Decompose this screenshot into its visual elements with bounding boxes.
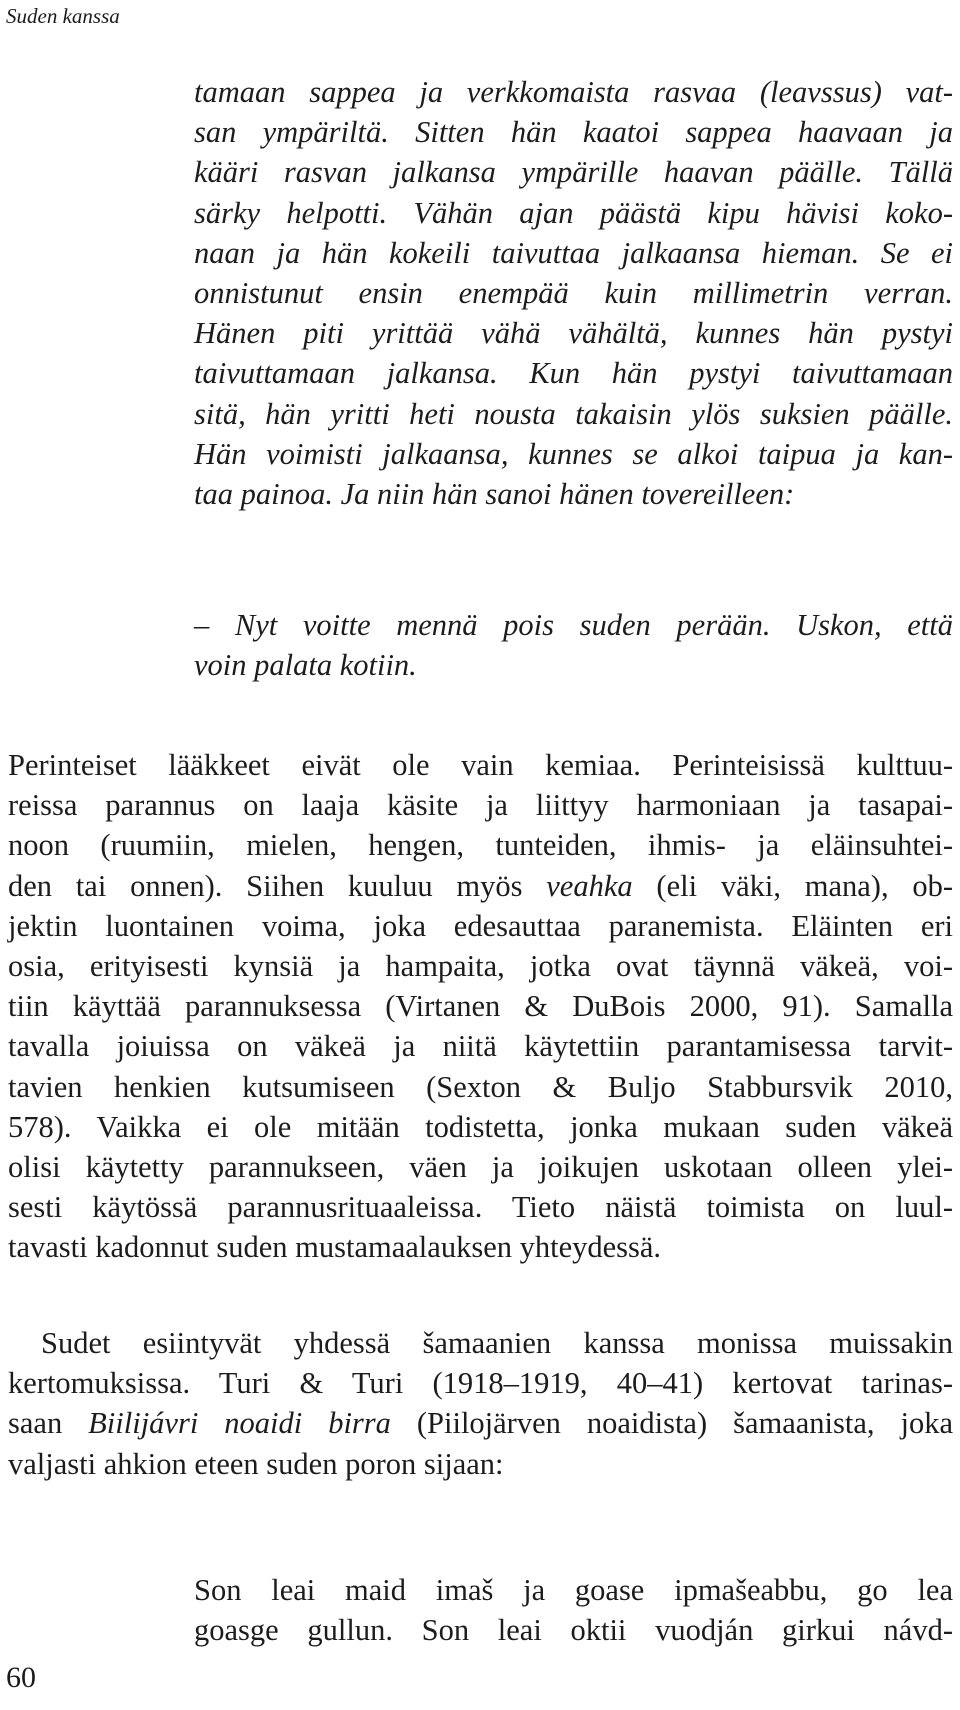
running-header: Suden kanssa [6, 4, 120, 28]
quote-line: taa painoa. Ja niin hän sanoi hänen tovereilleen: [194, 477, 795, 512]
paragraph-line: 578). Vaikka ei ole mitään todistetta, jonka mukaan suden väkeä [8, 1109, 953, 1144]
quote-line: kääri rasvan jalkansa ympärille haavan päälle. Tällä [194, 155, 953, 190]
paragraph-line [8, 866, 953, 906]
quote-line: naan ja hän kokeili taivuttaa jalkaansa hieman. Se ei [194, 235, 953, 270]
body-paragraph-2 [8, 1323, 953, 1484]
paragraph-line: tavien henkien kutsumiseen (Sexton & Buljo Stabbursvik 2010, [8, 1069, 953, 1104]
paragraph-line: noon (ruumiin, mielen, hengen, tunteiden, ihmis- ja eläinsuhtei- [8, 828, 953, 863]
dialogue-line: voin palata kotiin. [194, 648, 417, 683]
paragraph-line: sesti käytössä parannusrituaaleissa. Tieto näistä toimista on luul- [8, 1190, 953, 1225]
quote-line: särky helpotti. Vähän ajan päästä kipu hävisi koko- [194, 195, 953, 230]
page-number: 60 [6, 1661, 36, 1694]
paragraph-line: Perinteiset lääkkeet eivät ole vain kemiaa. Perinteisissä kulttuu- [8, 748, 953, 782]
quote-line: Hänen piti yrittää vähä vähältä, kunnes hän pystyi [194, 316, 953, 351]
sami-quote-block [194, 1570, 953, 1650]
quote-line: onnistunut ensin enempää kuin millimetrin verran. [194, 276, 953, 311]
paragraph-line: reissa parannus on laaja käsite ja liittyy harmoniaan ja tasapai- [8, 788, 953, 823]
line-text: (eli väki, mana), ob- [656, 868, 954, 903]
line-text: (Piilojärven noaidista) šamaanista, joka [416, 1406, 953, 1441]
sami-quote-line: Son leai maid imaš ja goase ipmašeabbu, go lea [194, 1573, 953, 1607]
paragraph-line: osia, erityisesti kynsiä ja hampaita, jotka ovat täynnä väkeä, voi- [8, 949, 953, 984]
story-title: Biilijávri noaidi birra [88, 1406, 391, 1441]
quote-line: Hän voimisti jalkaansa, kunnes se alkoi taipua ja kan- [194, 436, 953, 471]
paragraph-line: valjasti ahkion eteen suden poron sijaan: [8, 1446, 504, 1481]
line-text: den tai onnen). Siihen kuuluu myös [8, 868, 523, 903]
paragraph-line: tiin käyttää parannuksessa (Virtanen & DuBois 2000, 91). Samalla [8, 989, 953, 1024]
quote-line: san ympäriltä. Sitten hän kaatoi sappea haavaan ja [194, 115, 953, 150]
paragraph-line: Sudet esiintyvät yhdessä šamaanien kanssa monissa muissakin [41, 1326, 953, 1360]
paragraph-line: kertomuksissa. Turi & Turi (1918–1919, 40–41) kertovat tarinas- [8, 1366, 953, 1401]
quote-line: sitä, hän yritti heti nousta takaisin ylös suksien päälle. [194, 396, 953, 431]
paragraph-line: tavasti kadonnut suden mustamaalauksen yhteydessä. [8, 1230, 662, 1265]
paragraph-line: tavalla joiuissa on väkeä ja niitä käytettiin parantamisessa tarvit- [8, 1029, 953, 1064]
line-text: saan [8, 1406, 63, 1441]
paragraph-line [8, 1403, 953, 1443]
paragraph-line: jektin luontainen voima, joka edesauttaa paranemista. Eläinten eri [8, 908, 953, 943]
dialogue-line: – Nyt voitte mennä pois suden perään. Uskon, että [194, 608, 953, 642]
paragraph-line: olisi käytetty parannukseen, väen ja joikujen uskotaan olleen ylei- [8, 1150, 953, 1185]
term-veahka: veahka [546, 868, 633, 903]
sami-quote-line: goasge gullun. Son leai oktii vuodján girkui návd- [194, 1613, 953, 1648]
body-paragraph-1 [8, 745, 953, 1268]
quote-block [194, 72, 953, 514]
quote-dialogue [194, 605, 953, 685]
quote-line: tamaan sappea ja verkkomaista rasvaa (leavssus) vat- [194, 75, 953, 109]
quote-line: taivuttamaan jalkansa. Kun hän pystyi taivuttamaan [194, 356, 953, 391]
